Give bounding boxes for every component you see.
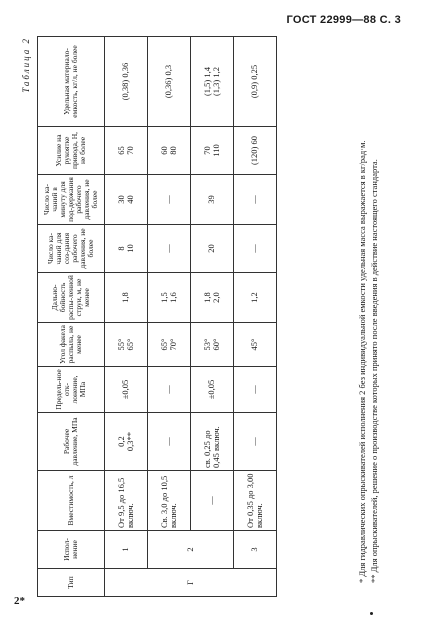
cell-range: 1,8 [104, 272, 147, 322]
table-row [147, 36, 190, 596]
cell-force: 60 80 [147, 126, 190, 174]
cell-type: Г [104, 568, 276, 596]
cell-strokes-per-min: 30 40 [104, 174, 147, 224]
col-header-variant: Испол-нение [37, 530, 104, 568]
cell-range: 1,8 2,0 [190, 272, 233, 322]
cell-strokes-per-min: — [147, 174, 190, 224]
col-header-deviation: Предель-ное отк-лонение, МПа [37, 366, 104, 412]
cell-range: 1,2 [233, 272, 276, 322]
footnote-2: ** Для опрыскивателей, решение о производстве которых принято после введения в действие настоящего стандарта. [368, 158, 379, 583]
page-number: 2* [14, 595, 25, 607]
cell-capacity: — [190, 470, 233, 530]
cell-capacity: От 9,5 до 16,5 включ. [104, 470, 147, 530]
col-header-pressure: Рабочее давление, МПа [37, 412, 104, 470]
cell-variant: 1 [104, 530, 147, 568]
cell-strokes: 20 [190, 224, 233, 272]
cell-angle: 65° 70° [147, 322, 190, 366]
cell-force: 65 70 [104, 126, 147, 174]
cell-mass: (0,36) 0,3 [147, 36, 190, 126]
spec-table [37, 36, 277, 597]
cell-deviation: ±0,05 [104, 366, 147, 412]
cell-angle: 45° [233, 322, 276, 366]
footnotes [357, 37, 382, 597]
table-caption: Таблица 2 [20, 36, 31, 93]
col-header-range: Дально-бойность распы-ленной струи, м, не менее [37, 272, 104, 322]
table-row [104, 36, 147, 596]
cell-angle: 55° 65° [104, 322, 147, 366]
cell-pressure: св. 0,25 до 0,45 включ. [190, 412, 233, 470]
cell-strokes: 8 10 [104, 224, 147, 272]
col-header-force: Усилие на рукоятке привода, Н, не более [37, 126, 104, 174]
rotated-page-body [21, 37, 407, 597]
cell-pressure: — [233, 412, 276, 470]
cell-force: 70 110 [190, 126, 233, 174]
print-mark [370, 612, 373, 615]
table-row [190, 36, 233, 596]
cell-pressure: — [147, 412, 190, 470]
cell-strokes: — [147, 224, 190, 272]
cell-angle: 53° 60° [190, 322, 233, 366]
cell-strokes-per-min: 39 [190, 174, 233, 224]
cell-capacity: Св. 3,0 до 10,5 включ. [147, 470, 190, 530]
col-header-strokes: Число ка-чаний для соз-дания рабочего давления, не более [37, 224, 104, 272]
col-header-type: Тип [37, 568, 104, 596]
cell-force: (120) 60 [233, 126, 276, 174]
table-row [233, 36, 276, 596]
footnote-1: * Для гидравлических опрыскивателей исполнения 2 без индивидуальной емкости удельная масса выражается в кг/рад·м. [356, 139, 367, 583]
page-header: ГОСТ 22999—88 С. 3 [286, 14, 401, 26]
cell-range: 1,5 1,6 [147, 272, 190, 322]
cell-deviation: — [233, 366, 276, 412]
cell-mass: (1,5) 1,4 (1,3) 1,2 [190, 36, 233, 126]
cell-mass: (0,38) 0,36 [104, 36, 147, 126]
cell-variant: 2 [147, 530, 233, 568]
col-header-mass: Удельная материало-емкость, кг/л, не более [37, 36, 104, 126]
cell-strokes-per-min: — [233, 174, 276, 224]
cell-deviation: — [147, 366, 190, 412]
cell-mass: (0,9) 0,25 [233, 36, 276, 126]
col-header-strokes-per-min: Число ка-чаний в минуту для под-держания рабочего давления, не более [37, 174, 104, 224]
table-header-row [37, 36, 104, 596]
cell-pressure: 0,2 0,3** [104, 412, 147, 470]
cell-variant: 3 [233, 530, 276, 568]
col-header-angle: Угол факела распыла, не менее [37, 322, 104, 366]
cell-deviation: ±0,05 [190, 366, 233, 412]
col-header-capacity: Вместимость, л [37, 470, 104, 530]
cell-capacity: От 0,35 до 3,00 включ. [233, 470, 276, 530]
cell-strokes: — [233, 224, 276, 272]
